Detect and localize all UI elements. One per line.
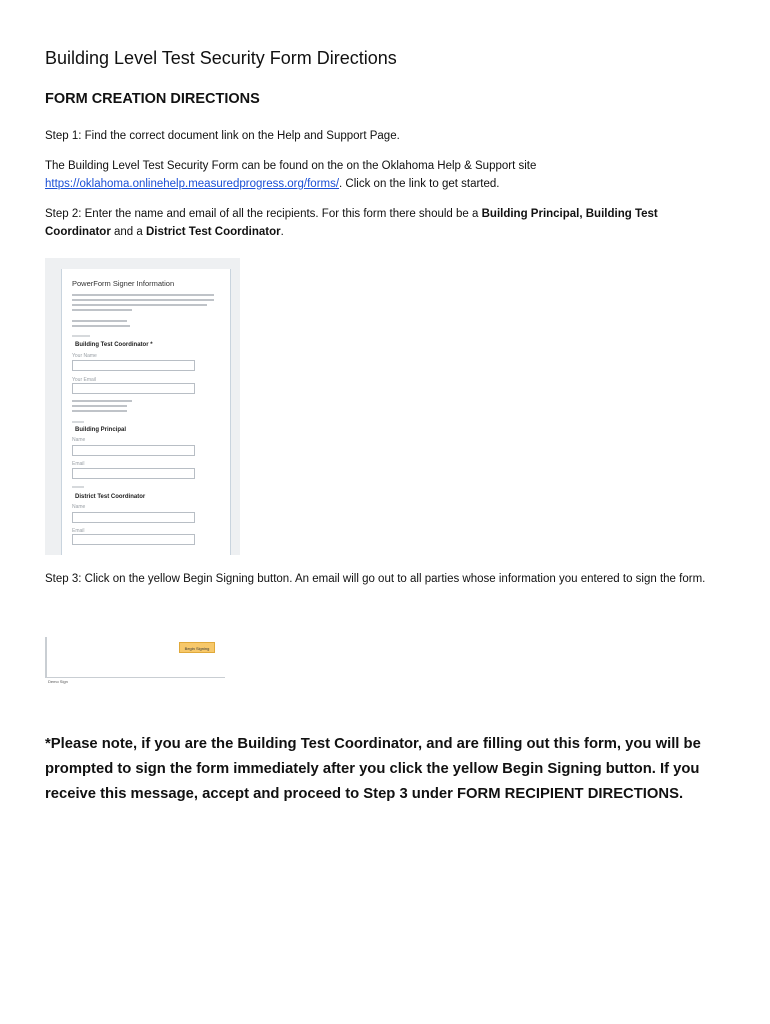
form-description-line [72, 320, 127, 322]
form-description-line [72, 325, 130, 327]
page-title: Building Level Test Security Form Directions [45, 48, 397, 68]
step2-text [45, 205, 725, 241]
required-mark: * [150, 342, 153, 348]
form-description-line [72, 309, 132, 311]
name-input-3[interactable] [72, 512, 195, 523]
form-description-line [72, 304, 207, 306]
signer-role-1-text: Building Test Coordinator [75, 342, 149, 348]
step1-text: Step 1: Find the correct document link on the Help and Support Page. [45, 130, 400, 142]
signer-form-panel [61, 269, 231, 555]
begin-signing-screenshot [45, 637, 225, 685]
signer-form-heading: PowerForm Signer Information [72, 279, 175, 288]
step2-text2: and a [110, 226, 146, 238]
signer-form-screenshot [45, 258, 240, 555]
name-label-2: Name [72, 437, 86, 443]
form-description-line [72, 299, 214, 301]
name-input-1[interactable] [72, 360, 195, 371]
section-heading: FORM CREATION DIRECTIONS [45, 91, 260, 107]
step2-bold1: Building Principal, Building Test Coordinator [45, 208, 658, 238]
begin-signing-button[interactable]: Begin Signing [179, 642, 215, 653]
role-label-line [72, 335, 90, 337]
form-description-line [72, 400, 132, 402]
step2-bold2: District Test Coordinator [145, 226, 281, 238]
step2-text3: . [280, 226, 284, 238]
name-label-3: Name [72, 504, 86, 510]
screenshot-divider [45, 677, 225, 678]
email-label-2: Email [72, 461, 85, 467]
form-description-line [72, 294, 214, 296]
step1-detail [45, 157, 725, 193]
name-input-2[interactable] [72, 445, 195, 456]
signer-role-3: District Test Coordinator [75, 494, 146, 500]
screenshot-footer-text: Demo Sign [48, 679, 68, 684]
step1-detail-before: The Building Level Test Security Form can be found on the on the Oklahoma Help & Support site [45, 160, 537, 172]
screenshot-left-edge [45, 637, 47, 677]
signer-role-1 [75, 342, 153, 348]
name-label-1: Your Name [72, 353, 97, 359]
important-note: *Please note, if you are the Building Test Coordinator, and are filling out this form, you will be prompted to sign the form immediately after you click the yellow Begin Signing button. If you receive this message, accept and proceed to Step 3 under FORM RECIPIENT DIRECTIONS. [45, 736, 701, 802]
step3-text: Step 3: Click on the yellow Begin Signing button. An email will go out to all parties whose information you entered to sign the form. [45, 573, 706, 585]
forms-link[interactable]: https://oklahoma.onlinehelp.measuredprogress.org/forms/ [45, 178, 340, 190]
role-label-line [72, 486, 84, 488]
signer-role-2: Building Principal [75, 427, 127, 433]
role-label-line [72, 421, 84, 423]
email-input-2[interactable] [72, 468, 195, 479]
form-description-line [72, 410, 127, 412]
email-input-1[interactable] [72, 383, 195, 394]
step2-text1: Step 2: Enter the name and email of all the recipients. For this form there should be a [45, 208, 482, 220]
form-description-line [72, 405, 127, 407]
email-input-3[interactable] [72, 534, 195, 545]
step1-detail-after: . Click on the link to get started. [339, 178, 500, 190]
email-label-1: Your Email [72, 377, 96, 383]
email-label-3: Email [72, 528, 85, 534]
